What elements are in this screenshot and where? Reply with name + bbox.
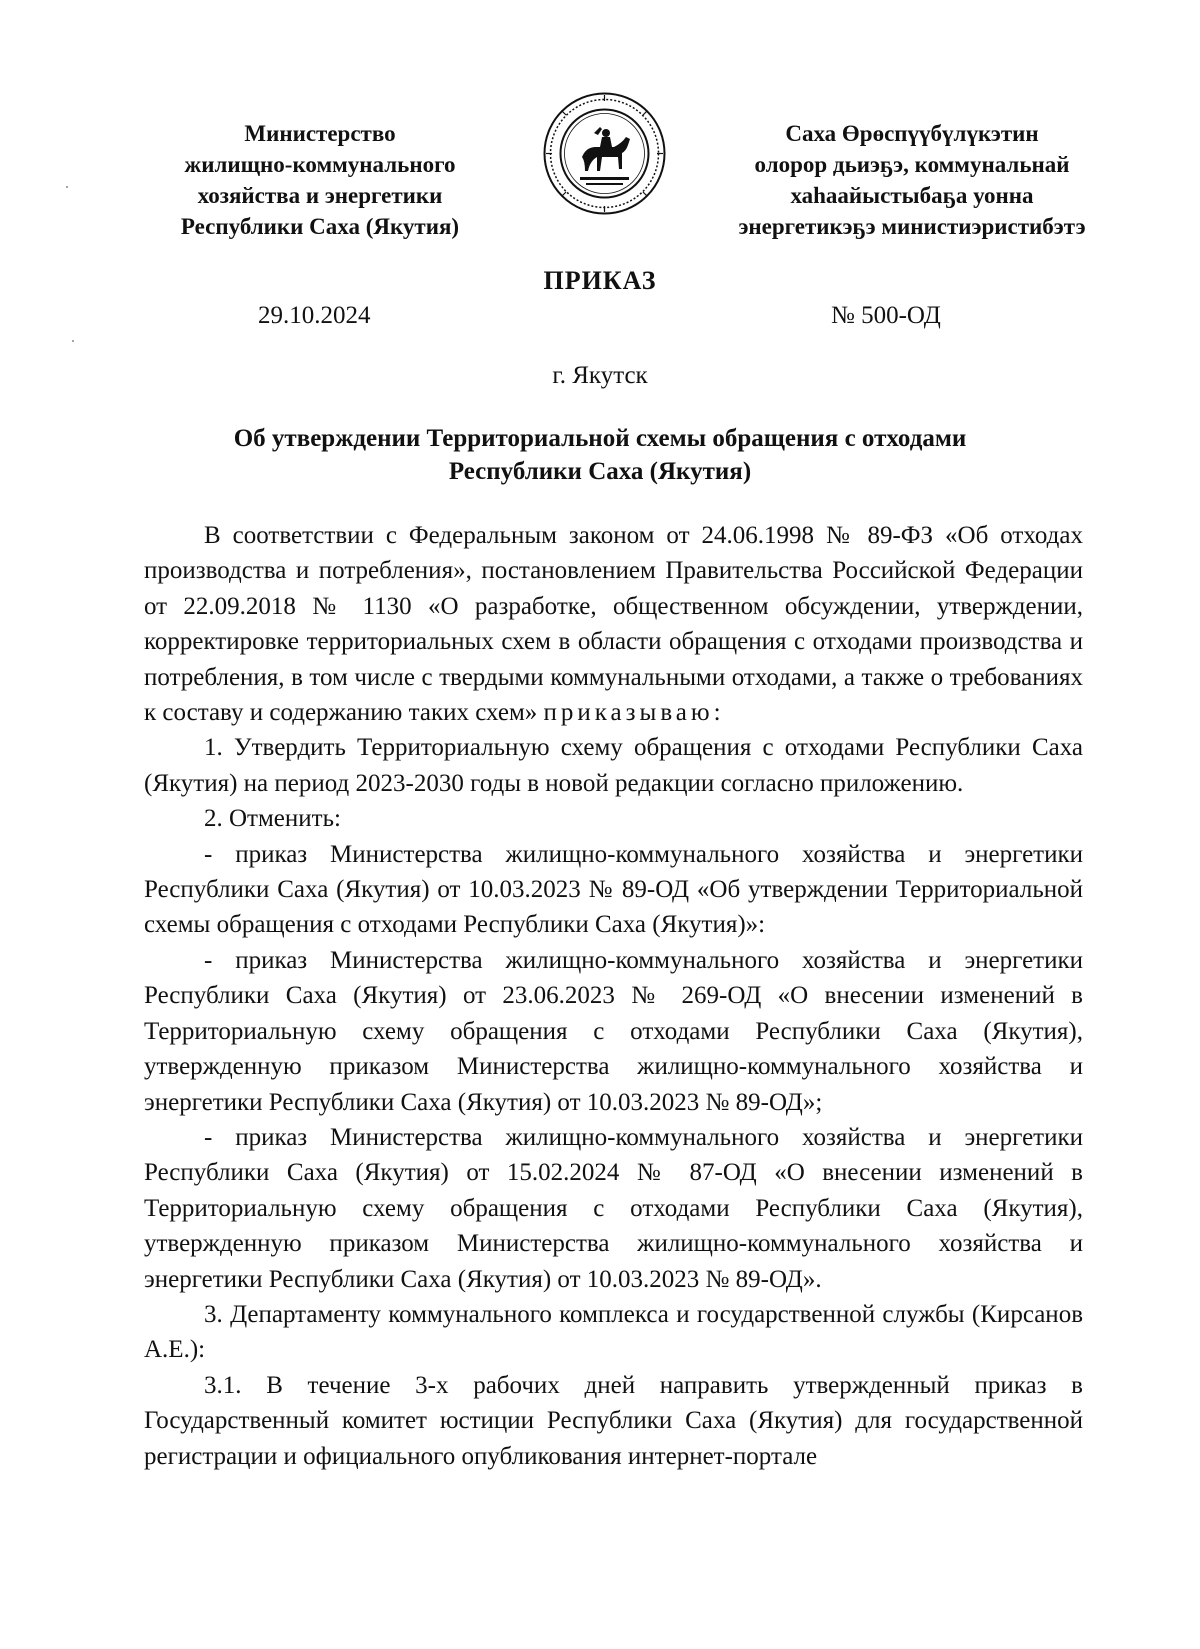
ministry-name-line: энергетикэҕэ министиэристибэтэ <box>738 214 1086 239</box>
item-1-paragraph: 1. Утвердить Территориальную схему обращения с отходами Республики Саха (Якутия) на период 2023-2030 годы в новой редакции согласно приложению. <box>144 734 1083 797</box>
ministry-name-line: олорор дьиэҕэ, коммунальнай <box>754 152 1070 177</box>
ministry-name-line: жилищно-коммунального <box>184 152 456 177</box>
ministry-name-line: Министерство <box>244 121 396 146</box>
ministry-name-line: Саха Өрөспүүбүлүкэтин <box>785 121 1039 146</box>
scan-speck <box>72 340 74 342</box>
document-number: № 500-ОД <box>831 302 941 329</box>
preamble-paragraph <box>144 518 1083 730</box>
document-title <box>150 422 1050 488</box>
document-date: 29.10.2024 <box>258 302 371 329</box>
document-city: г. Якутск <box>552 362 648 389</box>
ministry-name-russian <box>150 118 490 242</box>
document-type: ПРИКАЗ <box>543 266 657 295</box>
document-body <box>144 518 1083 1474</box>
item-2-subitem-2: - приказ Министерства жилищно-коммунального хозяйства и энергетики Республики Саха (Якутия) от 23.06.2023 № 269-ОД «О внесении изменений в Территориальную схему обращения с отходами Республики Саха (Якутия), утвержденную приказом Министерства жилищно-коммунального хозяйства и энергетики Республики Саха (Якутия) от 10.03.2023 № 89-ОД»; <box>144 946 1083 1116</box>
item-3-paragraph: 3. Департаменту коммунального комплекса и государственной службы (Кирсанов А.Е.): <box>144 1300 1083 1364</box>
ministry-name-line: хозяйства и энергетики <box>197 183 443 208</box>
item-2-subitem-1: - приказ Министерства жилищно-коммунального хозяйства и энергетики Республики Саха (Якутия) от 10.03.2023 № 89-ОД «Об утверждении Территориальной схемы обращения с отходами Республики Саха (Якутия)»: <box>144 840 1083 939</box>
ministry-name-line: Республики Саха (Якутия) <box>180 214 460 239</box>
preamble-text: В соответствии с Федеральным законом от 24.06.1998 № 89-ФЗ «Об отходах производства и потребления», постановлением Правительства Российской Федерации от 22.09.2018 № 1130 «О разработке, общественном обсуждении, утверждении, корректировке территориальных схем в области обращения с отходами производства и потребления, в том числе с твердыми коммунальными отходами, а также о требованиях к составу и содержанию таких схем» <box>144 522 1083 727</box>
item-2-subitem-3: - приказ Министерства жилищно-коммунального хозяйства и энергетики Республики Саха (Якутия) от 15.02.2024 № 87-ОД «О внесении изменений в Территориальную схему обращения с отходами Республики Саха (Якутия), утвержденную приказом Министерства жилищно-коммунального хозяйства и энергетики Республики Саха (Якутия) от 10.03.2023 № 89-ОД». <box>144 1123 1083 1293</box>
document-title-line: Об утверждении Территориальной схемы обращения с отходами <box>233 425 967 452</box>
ministry-name-line: хаһаайыстыбаҕа уонна <box>790 183 1034 208</box>
scan-speck <box>66 186 68 188</box>
item-2-paragraph: 2. Отменить: <box>204 805 341 833</box>
sakha-republic-emblem-icon <box>542 91 667 216</box>
order-word: приказываю: <box>543 699 725 727</box>
item-3-1-paragraph: 3.1. В течение 3-х рабочих дней направить утвержденный приказ в Государственный комитет юстиции Республики Саха (Якутия) для государственной регистрации и официального опубликования интернет-портале <box>144 1371 1083 1470</box>
document-title-line: Республики Саха (Якутия) <box>448 458 752 485</box>
ministry-name-sakha <box>712 118 1112 242</box>
